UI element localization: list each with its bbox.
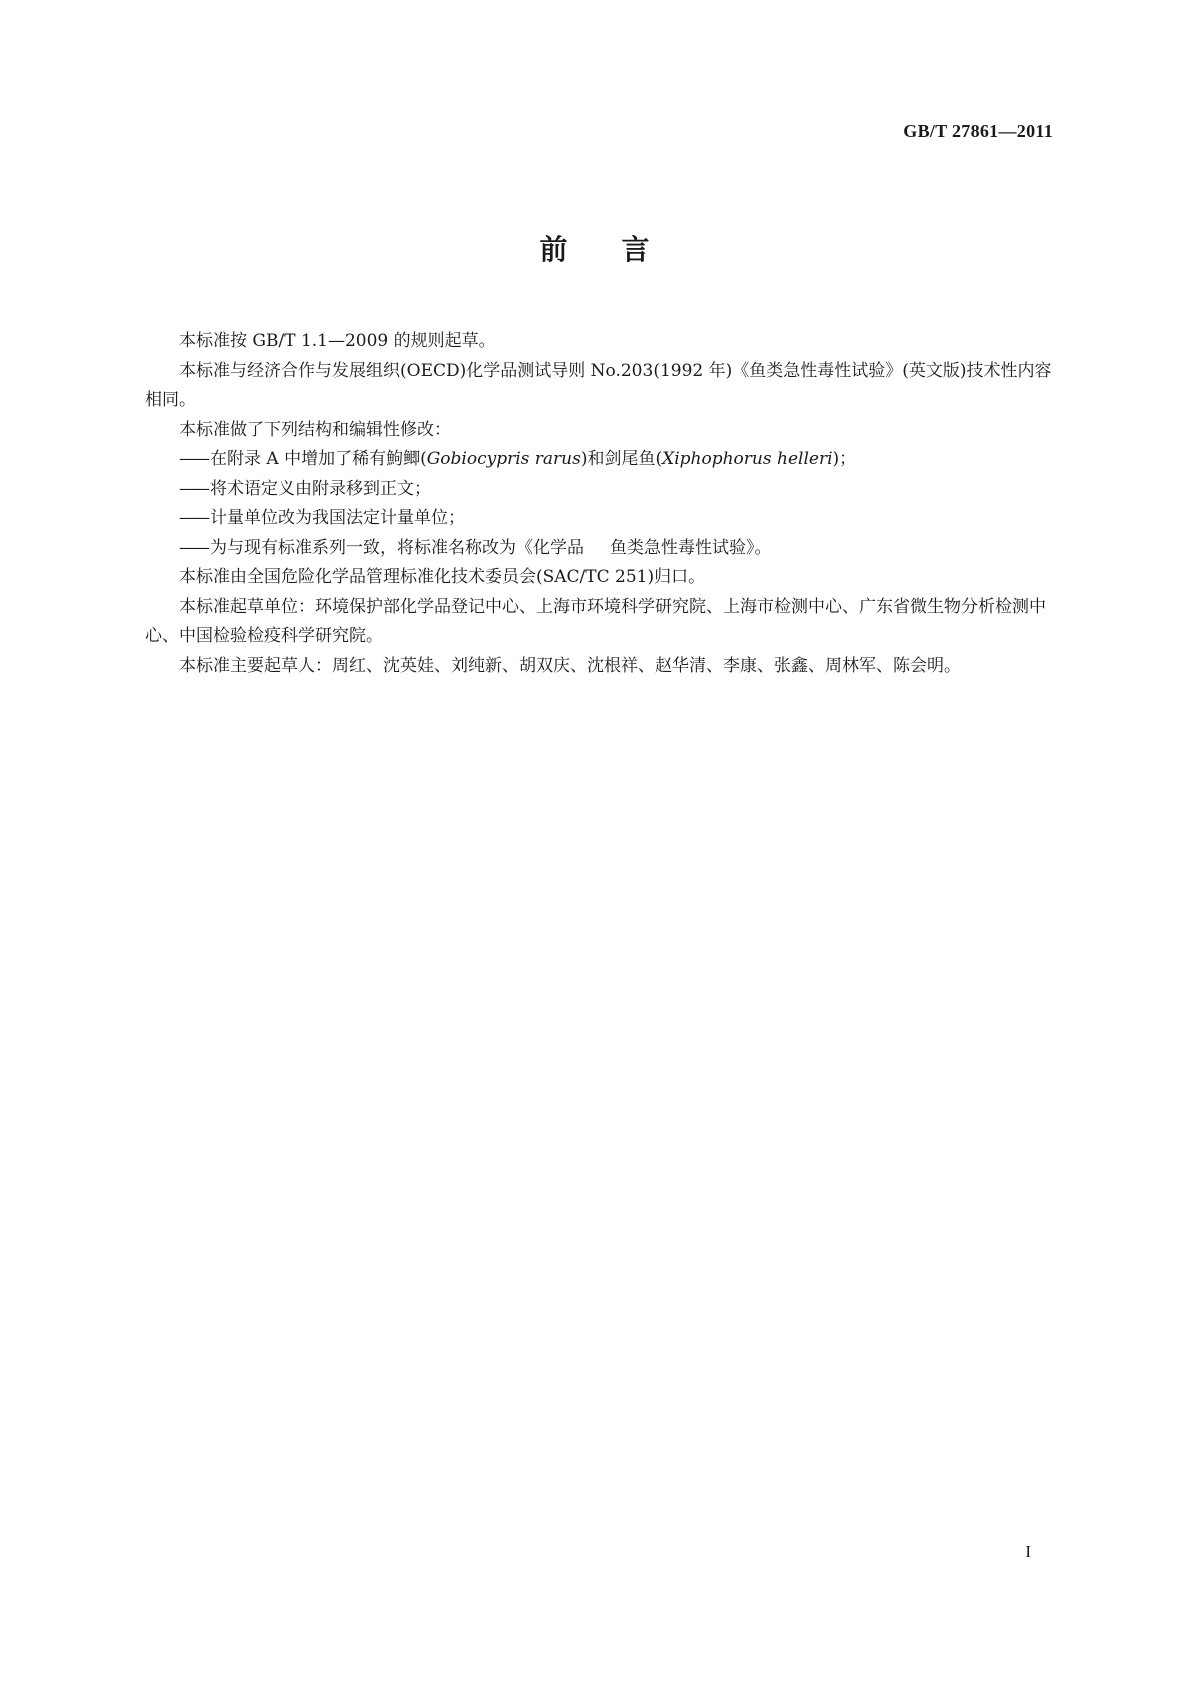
paragraph-technical-committee: 本标准由全国危险化学品管理标准化技术委员会(SAC/TC 251)归口。 xyxy=(179,567,706,587)
paragraph-drafters: 本标准主要起草人：周红、沈英娃、刘纯新、胡双庆、沈根祥、赵华清、李康、张鑫、周林军、陈会明。 xyxy=(179,655,961,676)
dash-marker: —— xyxy=(179,449,207,469)
dash-marker: —— xyxy=(179,508,207,528)
mod-3-text: 计量单位改为我国法定计量单位； xyxy=(210,508,465,528)
list-item-modification-1 xyxy=(145,445,1055,475)
mod-2-text: 将术语定义由附录移到正文； xyxy=(210,478,431,499)
mod-4-text-a: 为与现有标准系列一致，将标准名称改为《化学品 xyxy=(210,537,584,558)
title-char-2: 言 xyxy=(621,233,652,266)
paragraph-drafting-rule: 本标准按 GB/T 1.1—2009 的规则起草。 xyxy=(179,331,496,351)
list-item-modification-2 xyxy=(145,475,1055,505)
mod-1-text-a: 在附录 A 中增加了稀有鮈鲫( xyxy=(210,449,427,469)
paragraph-drafting-units: 本标准起草单位：环境保护部化学品登记中心、上海市环境科学研究院、上海市检测中心、广东省微生物分析检测中心、中国检验检疫科学研究院。 xyxy=(145,596,1046,646)
species-name-2: Xiphophorus helleri xyxy=(662,449,833,469)
paragraph-oecd-equivalence: 本标准与经济合作与发展组织(OECD)化学品测试导则 No.203(1992 年)《鱼类急性毒性试验》(英文版)技术性内容相同。 xyxy=(145,360,1052,410)
mod-1-text-b: )和剑尾鱼( xyxy=(580,449,663,469)
mod-1-text-c: )； xyxy=(832,449,857,469)
dash-marker: —— xyxy=(179,537,207,558)
title-char-1: 前 xyxy=(539,233,570,266)
page-title xyxy=(0,228,1191,268)
mod-4-text-b: 鱼类急性毒性试验》。 xyxy=(610,537,772,558)
list-item-modification-4 xyxy=(145,534,1055,564)
paragraph-modifications-intro: 本标准做了下列结构和编辑性修改： xyxy=(179,419,451,440)
foreword-body xyxy=(145,327,1055,681)
list-item-modification-3 xyxy=(145,504,1055,534)
page-number: I xyxy=(1025,1542,1031,1561)
standard-code: GB/T 27861—2011 xyxy=(903,121,1053,141)
species-name-1: Gobiocypris rarus xyxy=(426,449,581,469)
dash-marker: —— xyxy=(179,478,207,499)
